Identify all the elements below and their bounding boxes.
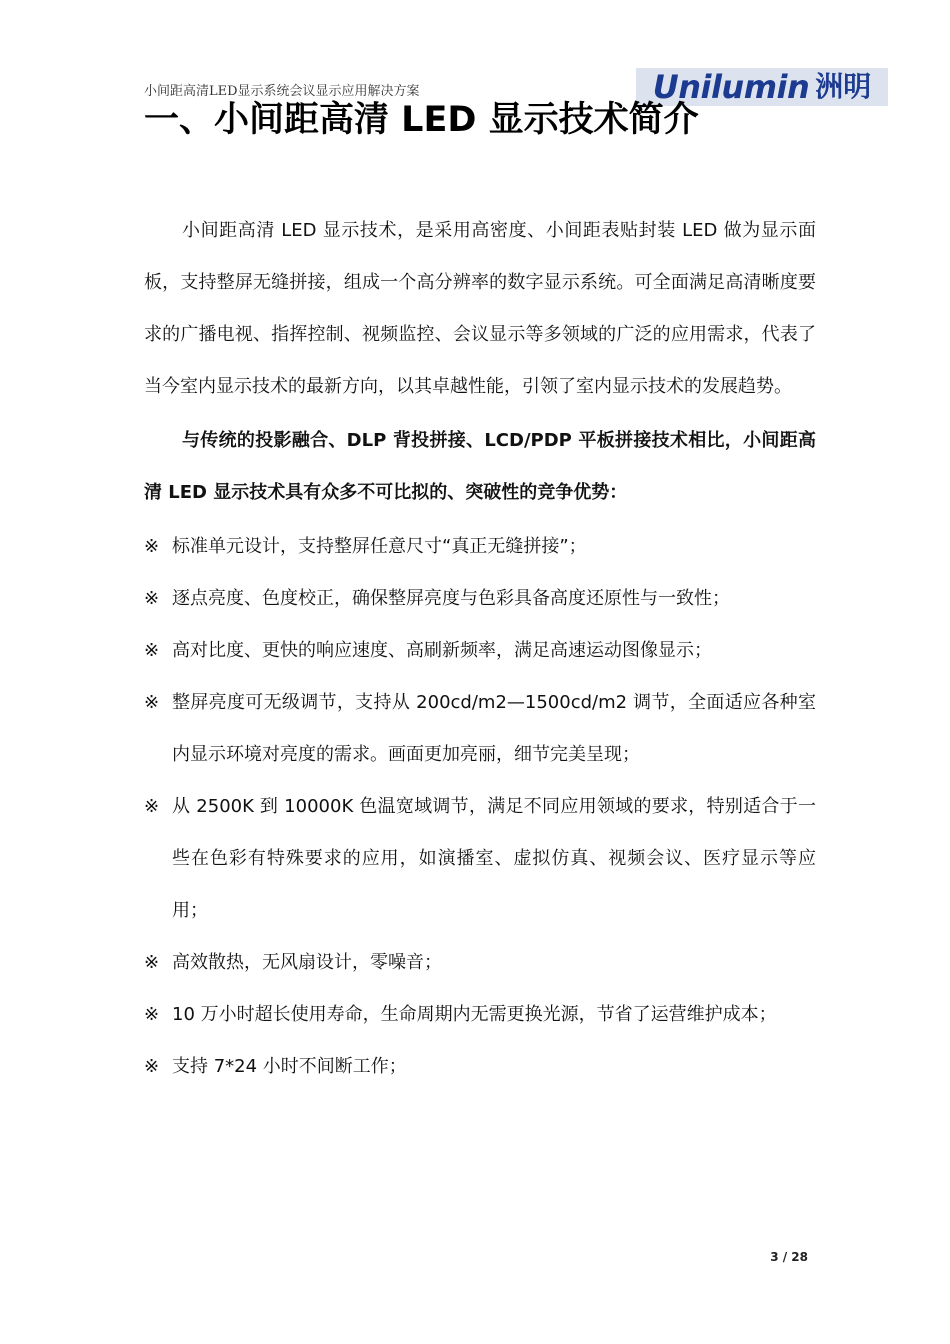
- list-item: [144, 573, 816, 625]
- list-item: [144, 937, 816, 989]
- list-item-text: 逐点亮度、色度校正，确保整屏亮度与色彩具备高度还原性与一致性；: [172, 588, 730, 609]
- advantages-list: [144, 521, 816, 1093]
- list-item-text: 标准单元设计，支持整屏任意尺寸“真正无缝拼接”；: [172, 536, 587, 557]
- section-title: 一、小间距高清 LED 显示技术简介: [144, 100, 699, 140]
- reference-mark-icon: ※: [144, 952, 160, 973]
- reference-mark-icon: ※: [144, 1056, 160, 1077]
- reference-mark-icon: ※: [144, 588, 160, 609]
- list-item: [144, 781, 816, 937]
- list-item-text: 高效散热，无风扇设计，零噪音；: [172, 952, 442, 973]
- list-item-text: 从 2500K 到 10000K 色温宽域调节，满足不同应用领域的要求，特别适合于一些在色彩有特殊要求的应用，如演播室、虚拟仿真、视频会议、医疗显示等应用；: [172, 796, 816, 921]
- list-item: [144, 625, 816, 677]
- list-item: [144, 521, 816, 573]
- reference-mark-icon: ※: [144, 536, 160, 557]
- list-item-text: 整屏亮度可无级调节，支持从 200cd/m2—1500cd/m2 调节，全面适应各种室内显示环境对亮度的需求。画面更加亮丽，细节完美呈现；: [172, 692, 816, 765]
- reference-mark-icon: ※: [144, 692, 160, 713]
- header-document-title: 小间距高清LED显示系统会议显示应用解决方案: [144, 84, 420, 99]
- reference-mark-icon: ※: [144, 640, 160, 661]
- list-item: [144, 989, 816, 1041]
- reference-mark-icon: ※: [144, 1004, 160, 1025]
- reference-mark-icon: ※: [144, 796, 160, 817]
- logo-chinese-text: 洲明: [815, 70, 872, 103]
- intro-paragraph: 小间距高清 LED 显示技术，是采用高密度、小间距表贴封装 LED 做为显示面板，支持整屏无缝拼接，组成一个高分辨率的数字显示系统。可全面满足高清晰度要求的广播电视、指挥控制、视频监控、会议显示等多领域的广泛的应用需求，代表了当今室内显示技术的最新方向，以其卓越性能，引领了室内显示技术的发展趋势。: [144, 220, 816, 397]
- list-item-text: 10 万小时超长使用寿命，生命周期内无需更换光源，节省了运营维护成本；: [172, 1004, 777, 1025]
- list-item: [144, 677, 816, 781]
- document-body: [144, 205, 816, 1093]
- page-number: 3 / 28: [770, 1250, 808, 1264]
- comparison-paragraph: 与传统的投影融合、DLP 背投拼接、LCD/PDP 平板拼接技术相比，小间距高清 LED 显示技术具有众多不可比拟的、突破性的竞争优势：: [144, 430, 816, 503]
- list-item-text: 高对比度、更快的响应速度、高刷新频率，满足高速运动图像显示；: [172, 640, 712, 661]
- list-item: [144, 1041, 816, 1093]
- logo-english-text: Unilumin: [652, 68, 810, 106]
- list-item-text: 支持 7*24 小时不间断工作；: [172, 1056, 407, 1077]
